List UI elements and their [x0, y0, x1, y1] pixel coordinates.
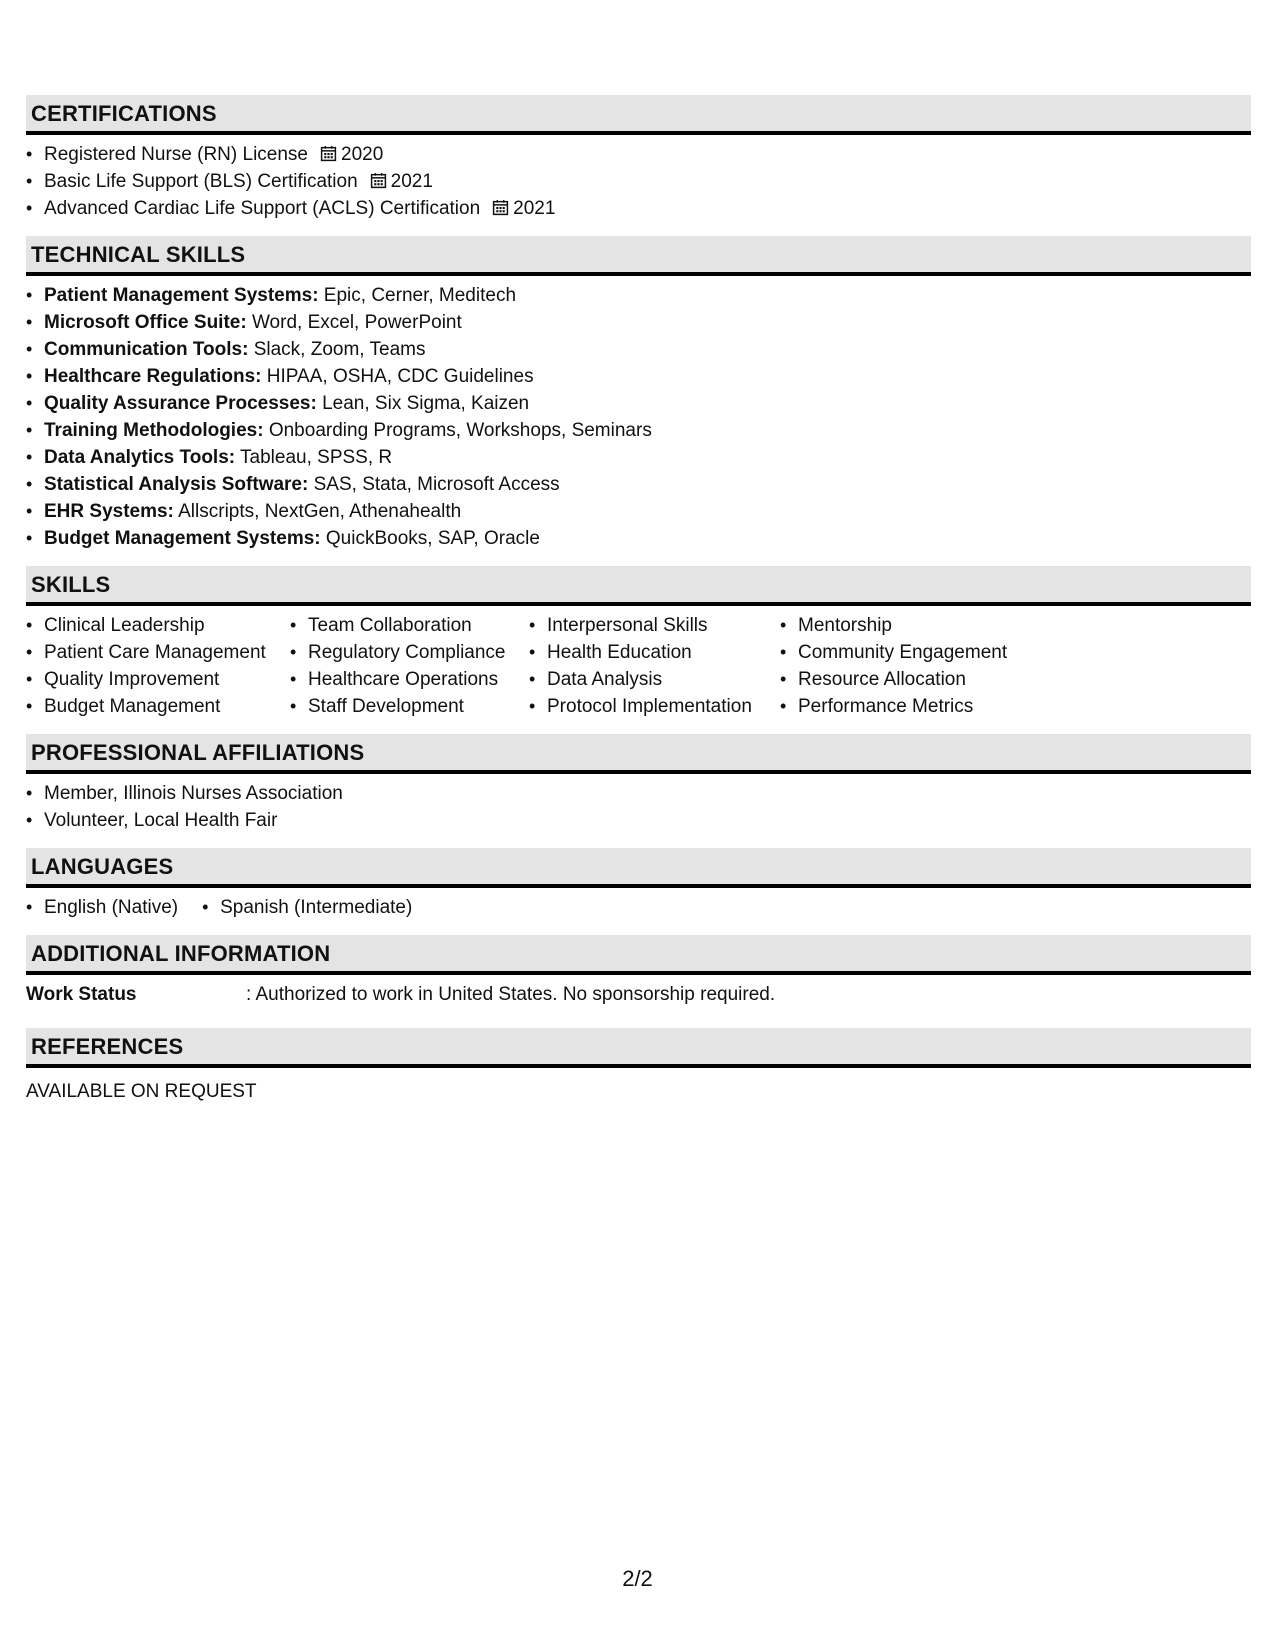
certification-year: 2020	[341, 144, 384, 165]
list-item: • Volunteer, Local Health Fair	[26, 807, 1251, 834]
references-text: AVAILABLE ON REQUEST	[26, 1081, 257, 1102]
list-item	[26, 498, 1251, 525]
skill-tools: Slack, Zoom, Teams	[248, 339, 426, 360]
list-item	[26, 336, 1251, 363]
calendar-icon	[492, 199, 509, 216]
skills-column	[529, 612, 780, 720]
list-item: • Member, Illinois Nurses Association	[26, 780, 1251, 807]
skills-grid	[26, 612, 1251, 720]
section-heading-languages: LANGUAGES	[26, 848, 1251, 888]
certifications-list	[26, 141, 1251, 222]
list-item: • English (Native)	[26, 894, 178, 921]
page-number: 2/2	[622, 1566, 653, 1591]
list-item: • Quality Improvement	[26, 666, 290, 693]
list-item: • Resource Allocation	[780, 666, 1040, 693]
skill-tools: SAS, Stata, Microsoft Access	[308, 474, 560, 495]
section-heading-additional-information: ADDITIONAL INFORMATION	[26, 935, 1251, 975]
skill-category: Microsoft Office Suite:	[44, 312, 247, 333]
skill-category: Statistical Analysis Software:	[44, 474, 309, 495]
certification-year: 2021	[390, 171, 433, 192]
list-item	[26, 444, 1251, 471]
skill-tools: QuickBooks, SAP, Oracle	[320, 528, 540, 549]
list-item	[26, 471, 1251, 498]
section-heading-technical-skills: TECHNICAL SKILLS	[26, 236, 1251, 276]
list-item: • Performance Metrics	[780, 693, 1040, 720]
calendar-icon	[370, 172, 387, 189]
list-item: • Community Engagement	[780, 639, 1040, 666]
list-item	[26, 390, 1251, 417]
list-item: • Patient Care Management	[26, 639, 290, 666]
list-item: • Staff Development	[290, 693, 529, 720]
skill-category: Budget Management Systems:	[44, 528, 321, 549]
list-item: • Interpersonal Skills	[529, 612, 780, 639]
calendar-icon	[320, 145, 337, 162]
list-item	[26, 363, 1251, 390]
section-heading-affiliations: PROFESSIONAL AFFILIATIONS	[26, 734, 1251, 774]
skill-tools: Word, Excel, PowerPoint	[246, 312, 462, 333]
section-heading-certifications: CERTIFICATIONS	[26, 95, 1251, 135]
certification-name: Advanced Cardiac Life Support (ACLS) Certification	[44, 198, 481, 219]
work-status-label: Work Status	[26, 984, 137, 1005]
work-status-value: : Authorized to work in United States. No sponsorship required.	[246, 984, 776, 1005]
list-item: • Healthcare Operations	[290, 666, 529, 693]
list-item: • Protocol Implementation	[529, 693, 780, 720]
certification-year: 2021	[513, 198, 556, 219]
list-item: • Data Analysis	[529, 666, 780, 693]
list-item	[26, 525, 1251, 552]
skills-column	[26, 612, 290, 720]
list-item: • Spanish (Intermediate)	[202, 894, 412, 921]
certification-name: Registered Nurse (RN) License	[44, 144, 308, 165]
section-heading-references: REFERENCES	[26, 1028, 1251, 1068]
certification-name: Basic Life Support (BLS) Certification	[44, 171, 358, 192]
list-item: • Budget Management	[26, 693, 290, 720]
list-item	[26, 141, 1251, 168]
work-status-row	[26, 981, 1251, 1008]
list-item: • Regulatory Compliance	[290, 639, 529, 666]
list-item: • Health Education	[529, 639, 780, 666]
skill-category: Healthcare Regulations:	[44, 366, 262, 387]
skill-category: Patient Management Systems:	[44, 285, 319, 306]
skill-tools: Epic, Cerner, Meditech	[318, 285, 517, 306]
skills-column	[290, 612, 529, 720]
list-item	[26, 168, 1251, 195]
skill-category: Quality Assurance Processes:	[44, 393, 317, 414]
skill-category: EHR Systems:	[44, 501, 174, 522]
skill-tools: Allscripts, NextGen, Athenahealth	[173, 501, 462, 522]
skills-column	[780, 612, 1040, 720]
skill-tools: Onboarding Programs, Workshops, Seminars	[263, 420, 652, 441]
skill-tools: Lean, Six Sigma, Kaizen	[316, 393, 530, 414]
affiliations-list	[26, 780, 1251, 834]
languages-list	[26, 894, 1251, 921]
skill-category: Training Methodologies:	[44, 420, 264, 441]
list-item	[26, 309, 1251, 336]
skill-tools: HIPAA, OSHA, CDC Guidelines	[261, 366, 534, 387]
resume-page	[26, 95, 1251, 1105]
section-heading-skills: SKILLS	[26, 566, 1251, 606]
technical-skills-list	[26, 282, 1251, 552]
list-item: • Mentorship	[780, 612, 1040, 639]
skill-category: Data Analytics Tools:	[44, 447, 236, 468]
list-item	[26, 195, 1251, 222]
list-item: • Clinical Leadership	[26, 612, 290, 639]
skill-category: Communication Tools:	[44, 339, 249, 360]
list-item	[26, 282, 1251, 309]
list-item: • Team Collaboration	[290, 612, 529, 639]
list-item	[26, 417, 1251, 444]
skill-tools: Tableau, SPSS, R	[235, 447, 393, 468]
